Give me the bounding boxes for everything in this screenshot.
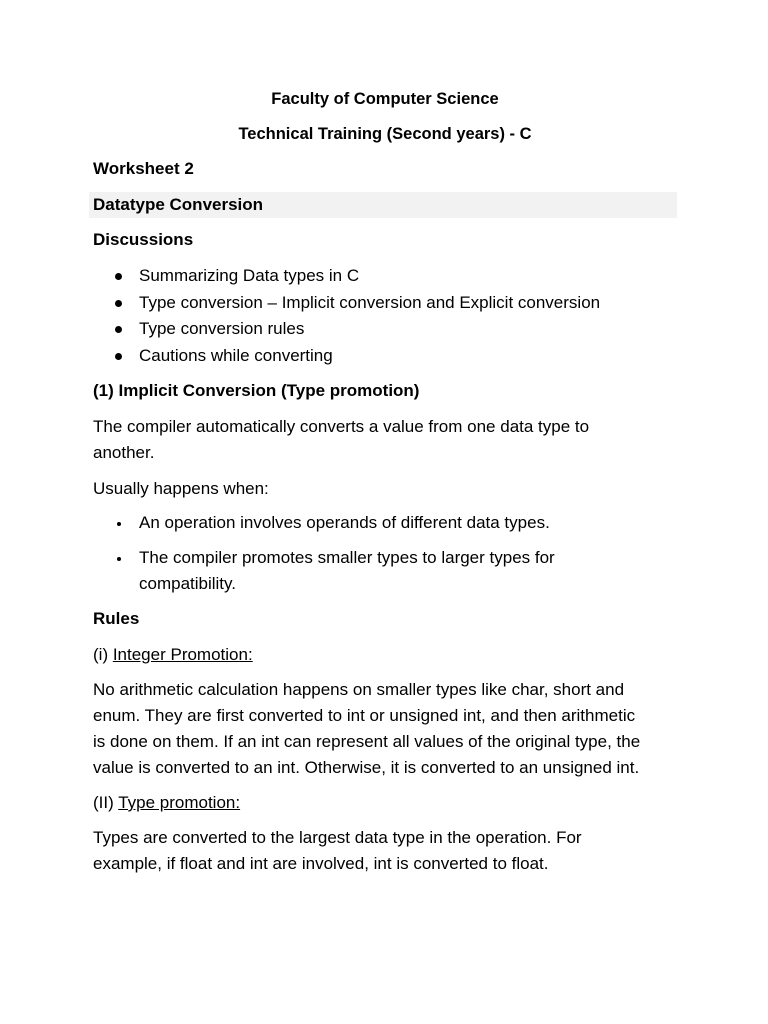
case-promotes-line-1: The compiler promotes smaller types to larger types for <box>139 548 555 567</box>
discussions-list <box>93 263 600 369</box>
integer-promotion-line-1: No arithmetic calculation happens on smaller types like char, short and <box>93 680 625 699</box>
integer-promotion-line-3: is done on them. If an int can represent all values of the original type, the <box>93 732 641 751</box>
bullet-icon <box>115 273 122 280</box>
bullet-icon <box>117 522 121 526</box>
type-promotion-title: Type promotion: <box>118 793 241 812</box>
type-promotion-line-1: Types are converted to the largest data type in the operation. For <box>93 828 582 847</box>
usually-label: Usually happens when: <box>93 479 269 498</box>
rules-heading: Rules <box>93 609 140 628</box>
topic-title: Datatype Conversion <box>93 195 264 214</box>
type-promotion-heading: (II) Type promotion: <box>93 793 241 812</box>
list-item: Summarizing Data types in C <box>93 263 600 290</box>
bullet-icon <box>117 557 121 561</box>
course-title: Technical Training (Second years) - C <box>238 125 532 143</box>
list-item: Type conversion rules <box>93 316 600 343</box>
integer-promotion-line-4: value is converted to an int. Otherwise, it is converted to an unsigned int. <box>93 758 640 777</box>
bullet-icon <box>115 326 122 333</box>
bullet-icon <box>115 353 122 360</box>
case-promotes-line-2: compatibility. <box>139 574 236 593</box>
discussions-heading: Discussions <box>93 230 194 249</box>
topic-banner <box>89 192 677 218</box>
type-promotion-line-2: example, if float and int are involved, int is converted to float. <box>93 854 549 873</box>
implicit-heading: (1) Implicit Conversion (Type promotion) <box>93 381 420 400</box>
integer-promotion-heading: (i) Integer Promotion: <box>93 645 253 664</box>
implicit-intro-line-2: another. <box>93 443 155 462</box>
list-item: Type conversion – Implicit conversion and Explicit conversion <box>93 290 600 317</box>
integer-promotion-title: Integer Promotion: <box>112 645 253 664</box>
case-operands: An operation involves operands of different data types. <box>139 513 550 532</box>
worksheet-number: Worksheet 2 <box>93 159 194 178</box>
bullet-icon <box>115 300 122 307</box>
implicit-intro-line-1: The compiler automatically converts a value from one data type to <box>93 417 590 436</box>
faculty-title: Faculty of Computer Science <box>271 90 499 108</box>
integer-promotion-line-2: enum. They are first converted to int or unsigned int, and then arithmetic <box>93 706 636 725</box>
list-item: Cautions while converting <box>93 343 600 370</box>
